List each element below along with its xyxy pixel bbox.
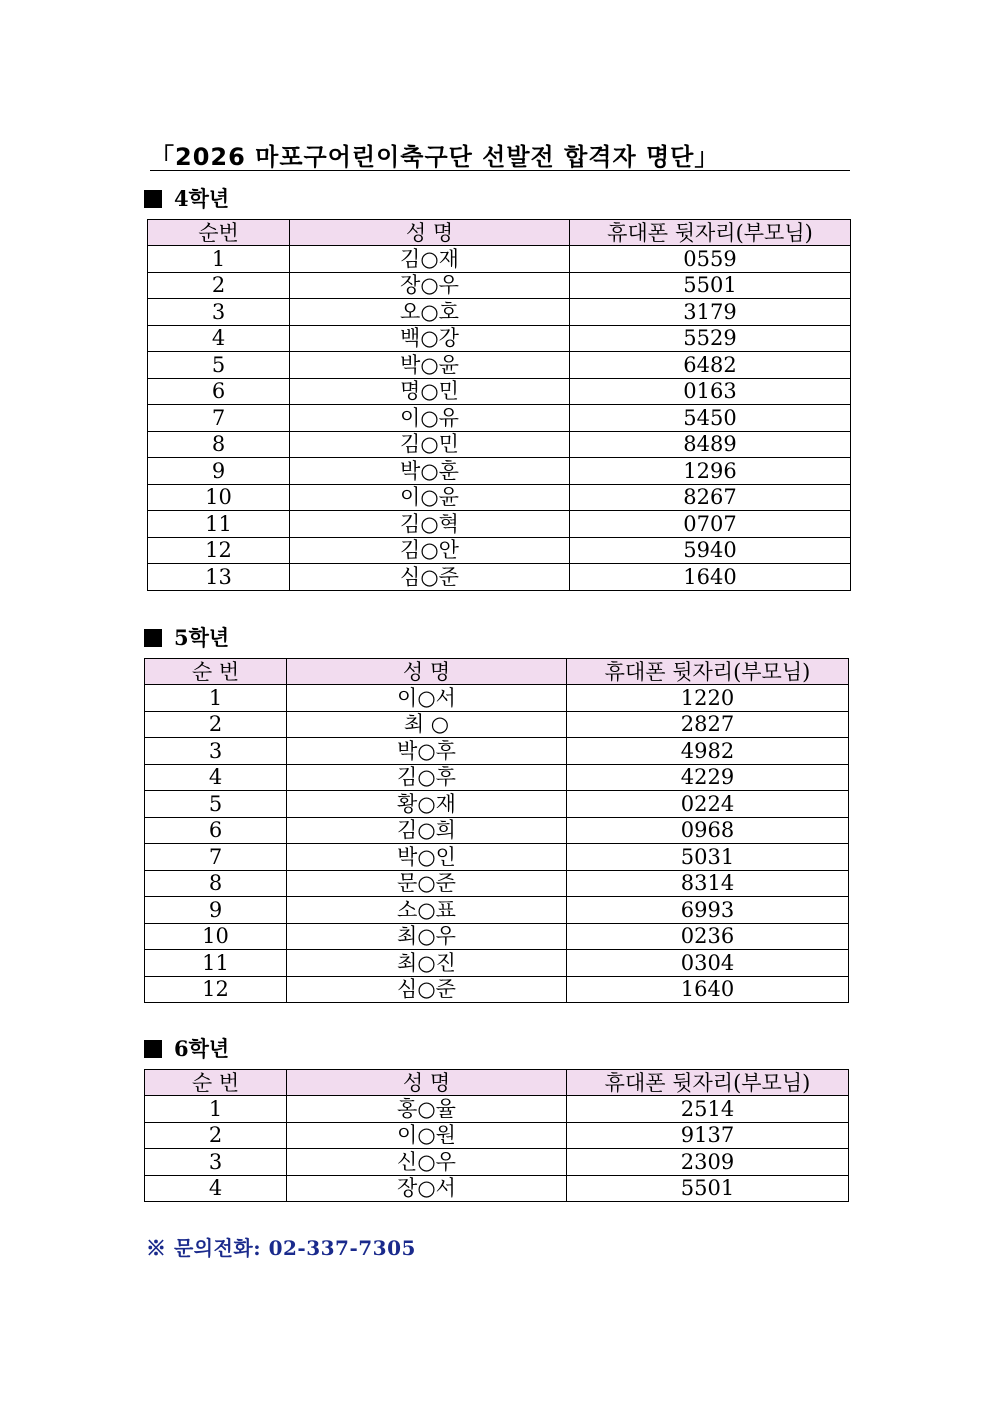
cell-phone-last4: 0559 <box>570 246 851 273</box>
cell-name: 김○민 <box>290 431 570 458</box>
cell-name: 김○후 <box>287 764 567 791</box>
document-title: 「2026 마포구어린이축구단 선발전 합격자 명단」 <box>150 143 720 171</box>
cell-phone-last4: 5450 <box>570 405 851 432</box>
cell-number: 4 <box>148 325 290 352</box>
column-header-number: 순 번 <box>145 659 287 685</box>
cell-name: 장○우 <box>290 272 570 299</box>
cell-phone-last4: 2309 <box>567 1149 849 1176</box>
cell-phone-last4: 1296 <box>570 458 851 485</box>
column-header-name: 성 명 <box>287 659 567 685</box>
cell-phone-last4: 8314 <box>567 870 849 897</box>
cell-phone-last4: 6993 <box>567 897 849 924</box>
table-row <box>145 976 849 1003</box>
table-header-row <box>145 1070 849 1096</box>
cell-number: 10 <box>145 923 287 950</box>
table-row <box>148 352 851 379</box>
cell-number: 1 <box>145 685 287 712</box>
square-bullet-icon <box>144 1040 162 1058</box>
cell-phone-last4: 4982 <box>567 738 849 765</box>
cell-number: 3 <box>145 738 287 765</box>
cell-name: 심○준 <box>287 976 567 1003</box>
cell-name: 심○준 <box>290 564 570 591</box>
cell-number: 3 <box>148 299 290 326</box>
cell-name: 이○서 <box>287 685 567 712</box>
cell-phone-last4: 0968 <box>567 817 849 844</box>
cell-number: 1 <box>145 1096 287 1123</box>
contact-phone-note: ※ 문의전화: 02-337-7305 <box>146 1236 416 1260</box>
cell-number: 8 <box>145 870 287 897</box>
table-row <box>145 685 849 712</box>
table-row <box>145 844 849 871</box>
cell-number: 5 <box>148 352 290 379</box>
cell-name: 김○안 <box>290 537 570 564</box>
cell-phone-last4: 2514 <box>567 1096 849 1123</box>
cell-name: 박○윤 <box>290 352 570 379</box>
table-row <box>148 299 851 326</box>
cell-name: 최○진 <box>287 950 567 977</box>
cell-name: 최 ○ <box>287 711 567 738</box>
table-row <box>145 1096 849 1123</box>
column-header-number: 순 번 <box>145 1070 287 1096</box>
cell-number: 2 <box>145 1122 287 1149</box>
cell-name: 박○인 <box>287 844 567 871</box>
table-row <box>145 923 849 950</box>
cell-name: 장○서 <box>287 1175 567 1202</box>
cell-number: 7 <box>148 405 290 432</box>
cell-name: 백○강 <box>290 325 570 352</box>
column-header-phone: 휴대폰 뒷자리(부모님) <box>567 659 849 685</box>
cell-name: 최○우 <box>287 923 567 950</box>
cell-phone-last4: 8267 <box>570 484 851 511</box>
cell-number: 6 <box>145 817 287 844</box>
cell-number: 8 <box>148 431 290 458</box>
section-heading-grade4 <box>144 186 229 212</box>
cell-phone-last4: 0224 <box>567 791 849 818</box>
table-row <box>148 405 851 432</box>
table-row <box>148 325 851 352</box>
table-row <box>145 1175 849 1202</box>
table-row <box>148 246 851 273</box>
cell-number: 6 <box>148 378 290 405</box>
cell-name: 이○윤 <box>290 484 570 511</box>
column-header-name: 성 명 <box>287 1070 567 1096</box>
roster-table-grade4 <box>147 219 851 591</box>
cell-phone-last4: 6482 <box>570 352 851 379</box>
cell-number: 4 <box>145 1175 287 1202</box>
cell-phone-last4: 0236 <box>567 923 849 950</box>
cell-number: 13 <box>148 564 290 591</box>
cell-phone-last4: 1640 <box>570 564 851 591</box>
table-row <box>145 711 849 738</box>
table-row <box>148 272 851 299</box>
cell-number: 11 <box>145 950 287 977</box>
table-row <box>145 764 849 791</box>
table-row <box>145 738 849 765</box>
table-row <box>148 458 851 485</box>
column-header-number: 순번 <box>148 220 290 246</box>
table-row <box>145 1149 849 1176</box>
cell-phone-last4: 4229 <box>567 764 849 791</box>
cell-name: 명○민 <box>290 378 570 405</box>
cell-number: 4 <box>145 764 287 791</box>
cell-phone-last4: 8489 <box>570 431 851 458</box>
cell-number: 7 <box>145 844 287 871</box>
cell-phone-last4: 5529 <box>570 325 851 352</box>
cell-name: 이○유 <box>290 405 570 432</box>
cell-phone-last4: 1640 <box>567 976 849 1003</box>
cell-number: 12 <box>148 537 290 564</box>
cell-phone-last4: 0304 <box>567 950 849 977</box>
cell-name: 이○원 <box>287 1122 567 1149</box>
table-row <box>145 791 849 818</box>
cell-number: 2 <box>148 272 290 299</box>
cell-name: 신○우 <box>287 1149 567 1176</box>
column-header-name: 성 명 <box>290 220 570 246</box>
table-row <box>148 378 851 405</box>
section-heading-grade5 <box>144 625 229 651</box>
cell-name: 홍○율 <box>287 1096 567 1123</box>
roster-table-grade6 <box>144 1069 849 1202</box>
table-row <box>145 870 849 897</box>
cell-number: 10 <box>148 484 290 511</box>
cell-phone-last4: 5501 <box>570 272 851 299</box>
table-row <box>145 897 849 924</box>
cell-number: 5 <box>145 791 287 818</box>
table-row <box>148 537 851 564</box>
table-header-row <box>148 220 851 246</box>
cell-number: 3 <box>145 1149 287 1176</box>
table-row <box>148 511 851 538</box>
cell-phone-last4: 5940 <box>570 537 851 564</box>
cell-number: 12 <box>145 976 287 1003</box>
square-bullet-icon <box>144 190 162 208</box>
title-underline <box>150 170 850 171</box>
cell-number: 9 <box>145 897 287 924</box>
cell-number: 2 <box>145 711 287 738</box>
column-header-phone: 휴대폰 뒷자리(부모님) <box>570 220 851 246</box>
cell-name: 김○혁 <box>290 511 570 538</box>
table-row <box>145 950 849 977</box>
cell-name: 문○준 <box>287 870 567 897</box>
cell-phone-last4: 5031 <box>567 844 849 871</box>
table-row <box>148 564 851 591</box>
table-row <box>148 484 851 511</box>
section-heading-label: 4학년 <box>174 186 230 211</box>
section-heading-grade6 <box>144 1036 229 1062</box>
cell-number: 11 <box>148 511 290 538</box>
cell-name: 김○희 <box>287 817 567 844</box>
square-bullet-icon <box>144 629 162 647</box>
table-row <box>145 817 849 844</box>
cell-name: 박○후 <box>287 738 567 765</box>
table-row <box>145 1122 849 1149</box>
cell-phone-last4: 0163 <box>570 378 851 405</box>
cell-phone-last4: 0707 <box>570 511 851 538</box>
cell-number: 1 <box>148 246 290 273</box>
section-heading-label: 5학년 <box>174 625 230 650</box>
table-row <box>148 431 851 458</box>
cell-number: 9 <box>148 458 290 485</box>
cell-phone-last4: 3179 <box>570 299 851 326</box>
cell-name: 김○재 <box>290 246 570 273</box>
cell-phone-last4: 2827 <box>567 711 849 738</box>
cell-name: 황○재 <box>287 791 567 818</box>
cell-phone-last4: 5501 <box>567 1175 849 1202</box>
cell-phone-last4: 1220 <box>567 685 849 712</box>
cell-name: 박○훈 <box>290 458 570 485</box>
cell-name: 오○호 <box>290 299 570 326</box>
column-header-phone: 휴대폰 뒷자리(부모님) <box>567 1070 849 1096</box>
roster-table-grade5 <box>144 658 849 1003</box>
section-heading-label: 6학년 <box>174 1036 230 1061</box>
cell-phone-last4: 9137 <box>567 1122 849 1149</box>
cell-name: 소○표 <box>287 897 567 924</box>
table-header-row <box>145 659 849 685</box>
